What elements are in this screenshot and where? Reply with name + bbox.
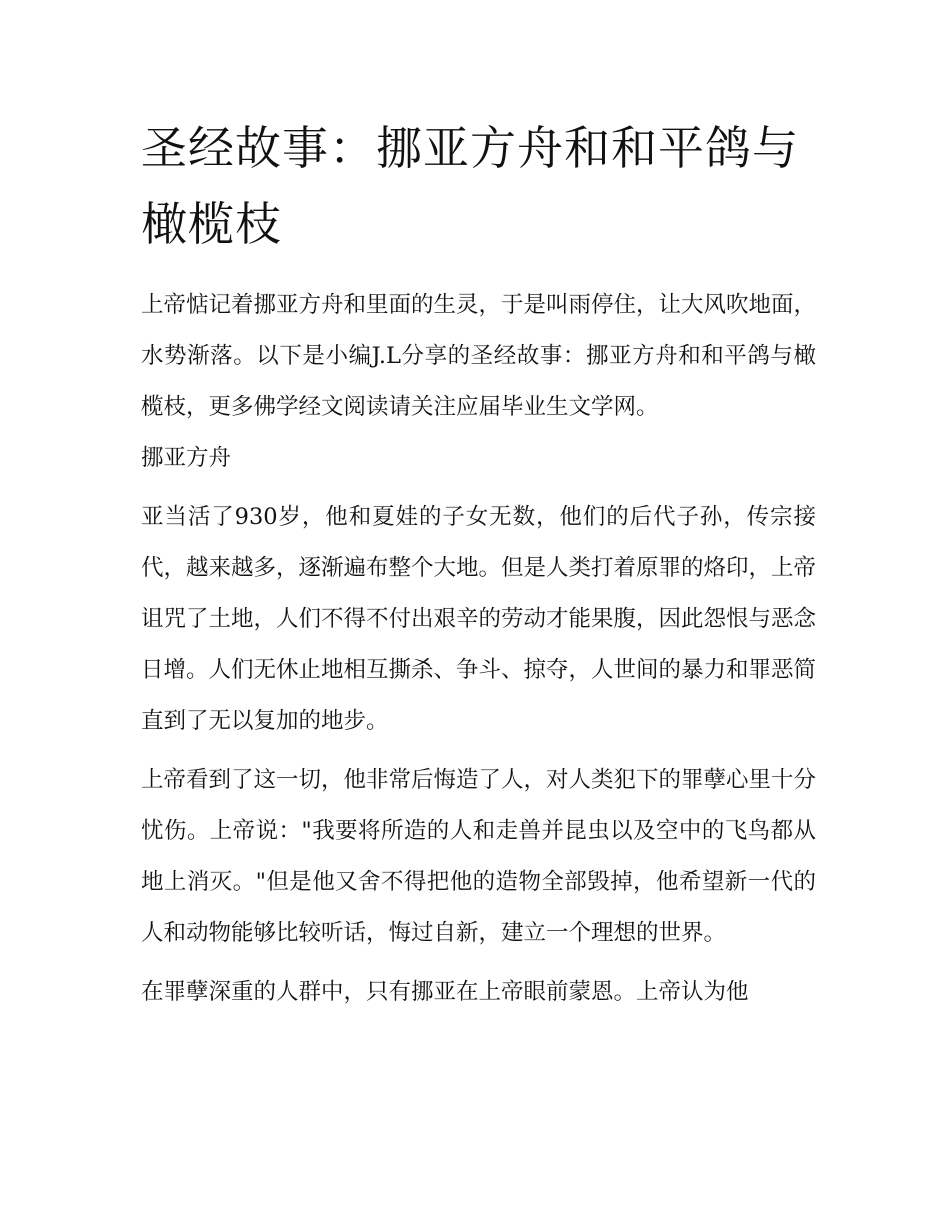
body-paragraph-noah-favor: 在罪孽深重的人群中，只有挪亚在上帝眼前蒙恩。上帝认为他 bbox=[141, 979, 749, 1005]
intro-paragraph: 上帝惦记着挪亚方舟和里面的生灵，于是叫雨停住，让大风吹地面，水势渐落。以下是小编J.L分享的圣经故事：挪亚方舟和和平鸽与橄榄枝，更多佛学经文阅读请关注应届毕业生文学网。 bbox=[141, 292, 817, 420]
document-title: 圣经故事：挪亚方舟和和平鸽与橄榄枝 bbox=[141, 121, 799, 251]
body-paragraph-god-regret: 上帝看到了这一切，他非常后悔造了人，对人类犯下的罪孽心里十分忧伤。上帝说："我要将所造的人和走兽并昆虫以及空中的飞鸟都从地上消灭。"但是他又舍不得把他的造物全部毁掉，他希望新一代的人和动物能够比较听话，悔过自新，建立一个理想的世界。 bbox=[141, 767, 817, 946]
section-heading-noahs-ark: 挪亚方舟 bbox=[141, 445, 232, 471]
body-paragraph-adam: 亚当活了930岁，他和夏娃的子女无数，他们的后代子孙，传宗接代，越来越多，逐渐遍布整个大地。但是人类打着原罪的烙印，上帝诅咒了土地，人们不得不付出艰辛的劳动才能果腹，因此怨恨与恶念日增。人们无休止地相互撕杀、争斗、掠夺，人世间的暴力和罪恶简直到了无以复加的地步。 bbox=[141, 504, 817, 734]
document-body bbox=[141, 110, 816, 1018]
